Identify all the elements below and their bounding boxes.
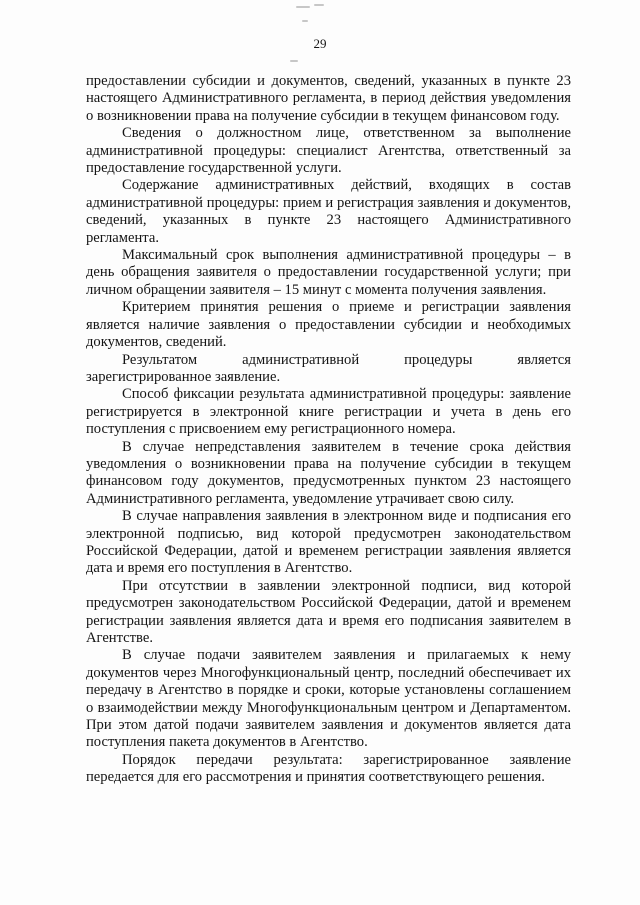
scan-artifact <box>290 60 298 62</box>
paragraph: В случае подачи заявителем заявления и прилагаемых к нему документов через Многофункциональный центр, последний обеспечивает их передачу в Агентство в порядке и сроки, которые установлены соглашением о взаимодействии между Многофункциональным центром и Департаментом. При этом датой подачи заявителем заявления и документов является дата поступления пакета документов в Агентство. <box>86 647 571 751</box>
scan-artifact <box>302 20 308 22</box>
paragraph: Результатом административной процедуры является зарегистрированное заявление. <box>86 351 571 385</box>
scan-artifact <box>314 4 324 6</box>
paragraph: Способ фиксации результата административной процедуры: заявление регистрируется в электронной книге регистрации и учета в день его поступления с присвоением ему регистрационного номера. <box>86 386 571 438</box>
page-number: 29 <box>313 36 327 51</box>
paragraph: Содержание административных действий, входящих в состав административной процедуры: прием и регистрация заявления и документов, сведений, указанных в пункте 23 настоящего Административного регламента. <box>86 177 571 246</box>
paragraph: Критерием принятия решения о приеме и регистрации заявления является наличие заявления о предоставлении субсидии и необходимых документов, сведений. <box>86 299 571 351</box>
document-body <box>86 73 571 787</box>
paragraph: В случае направления заявления в электронном виде и подписания его электронной подписью, вид которой предусмотрен законодательством Российской Федерации, датой и временем регистрации заявления является дата и время его поступления в Агентство. <box>86 508 571 577</box>
paragraph: В случае непредставления заявителем в течение срока действия уведомления о возникновении права на получение субсидии в текущем финансовом году документов, предусмотренных пунктом 23 настоящего Административного регламента, уведомление утрачивает свою силу. <box>86 438 571 507</box>
paragraph: Максимальный срок выполнения административной процедуры – в день обращения заявителя о предоставлении государственной услуги; при личном обращении заявителя – 15 минут с момента получения заявления. <box>86 247 571 298</box>
paragraph: При отсутствии в заявлении электронной подписи, вид которой предусмотрен законодательством Российской Федерации, датой и временем регистрации заявления является дата и время его подписания заявителем в Агентстве. <box>86 577 571 646</box>
paragraph: Порядок передачи результата: зарегистрированное заявление передается для его рассмотрения и принятия соответствующего решения. <box>86 751 571 786</box>
paragraph: предоставлении субсидии и документов, сведений, указанных в пункте 23 настоящего Административного регламента, в период действия уведомления о возникновении права на получение субсидии в текущем финансовом году. <box>86 73 571 124</box>
paragraph: Сведения о должностном лице, ответственном за выполнение административной процедуры: специалист Агентства, ответственный за предоставление государственной услуги. <box>86 125 571 177</box>
scan-artifact <box>296 6 310 8</box>
